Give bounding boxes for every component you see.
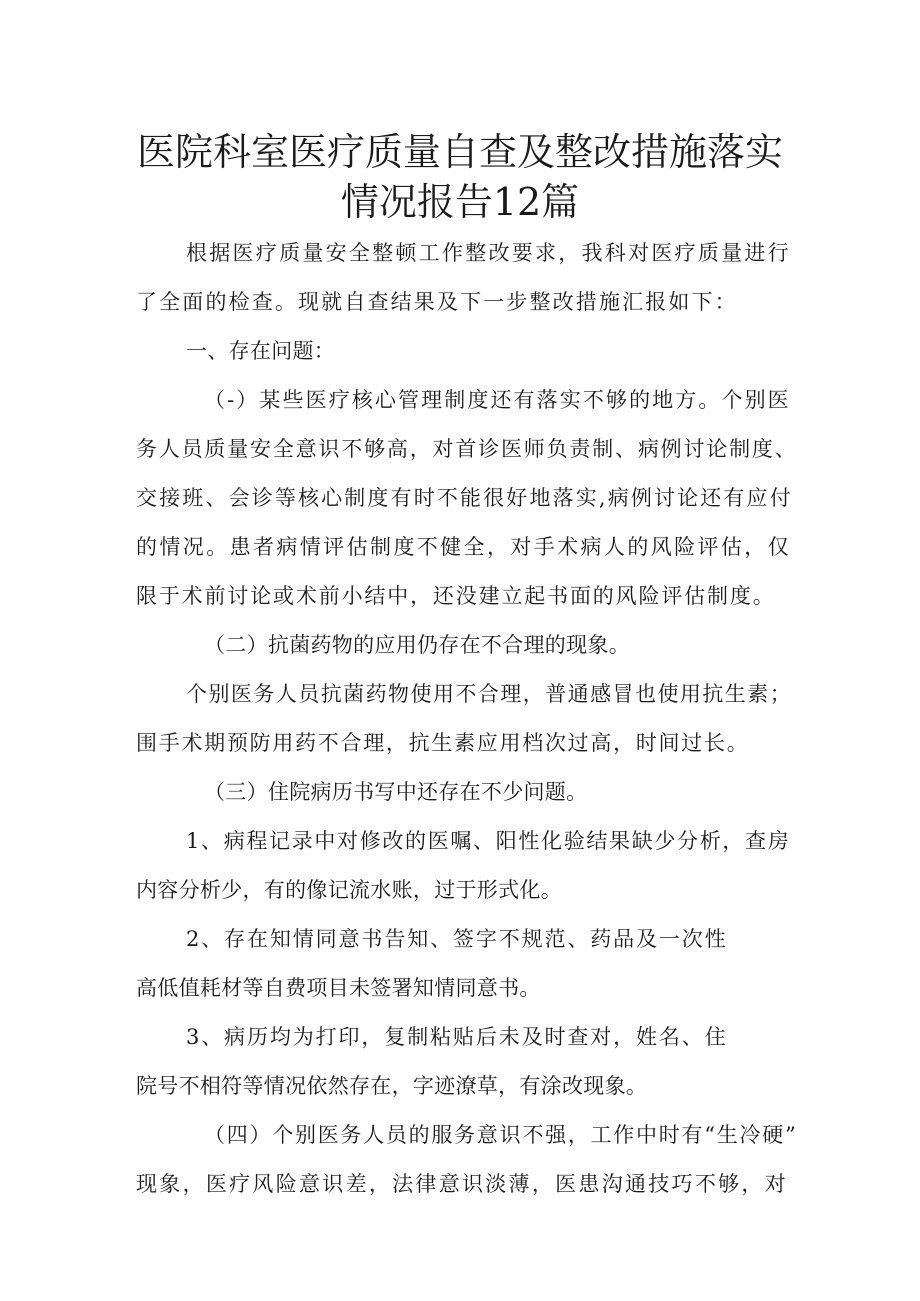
paragraph-line: （四）个别医务人员的服务意识不强，工作中时有“生冷硬”: [204, 1123, 796, 1147]
paragraph-line: 了全面的检查。现就自查结果及下一步整改措施汇报如下：: [136, 290, 736, 314]
paragraph-line: 院号不相符等情况依然存在，字迹潦草，有涂改现象。: [136, 1074, 648, 1098]
paragraph-line: 内容分析少，有的像记流水账，过于形式化。: [136, 878, 562, 902]
paragraph-line: 务人员质量安全意识不够高，对首诊医师负责制、病例讨论制度、: [136, 437, 796, 461]
paragraph-line: 个别医务人员抗菌药物使用不合理，普通感冒也使用抗生素；: [186, 682, 791, 706]
paragraph-line: 3、病历均为打印，复制粘贴后未及时查对，姓名、住: [186, 1025, 726, 1049]
paragraph-line: 围手术期预防用药不合理，抗生素应用档次过高，时间过长。: [136, 731, 748, 755]
sub-heading: （二）抗菌药物的应用仍存在不合理的现象。: [204, 633, 630, 657]
paragraph-line: （-）某些医疗核心管理制度还有落实不够的地方。个别医: [204, 388, 789, 412]
paragraph-line: 限于术前讨论或术前小结中，还没建立起书面的风险评估制度。: [136, 584, 774, 608]
paragraph-line: 2、存在知情同意书告知、签字不规范、药品及一次性: [186, 927, 726, 951]
paragraph-line: 的情况。患者病情评估制度不健全，对手术病人的风险评估，仅: [136, 535, 789, 559]
paragraph-line: 根据医疗质量安全整顿工作整改要求，我科对医疗质量进行: [186, 241, 789, 265]
document-title-line-2: 情况报告12篇: [340, 180, 580, 224]
paragraph-line: 高低值耗材等自费项目未签署知情同意书。: [136, 976, 541, 1000]
paragraph-line: 1、病程记录中对修改的医嘱、阳性化验结果缺少分析，查房: [186, 829, 789, 853]
sub-heading: （三）住院病历书写中还存在不少问题。: [204, 780, 588, 804]
paragraph-line: 现象，医疗风险意识差，法律意识淡薄，医患沟通技巧不够，对: [136, 1172, 786, 1196]
document-title-line-1: 医院科室医疗质量自查及整改措施落实: [136, 130, 783, 174]
section-heading: 一、存在问题：: [186, 339, 336, 363]
paragraph-line: 交接班、会诊等核心制度有时不能很好地落实,病例讨论还有应付: [136, 486, 791, 510]
